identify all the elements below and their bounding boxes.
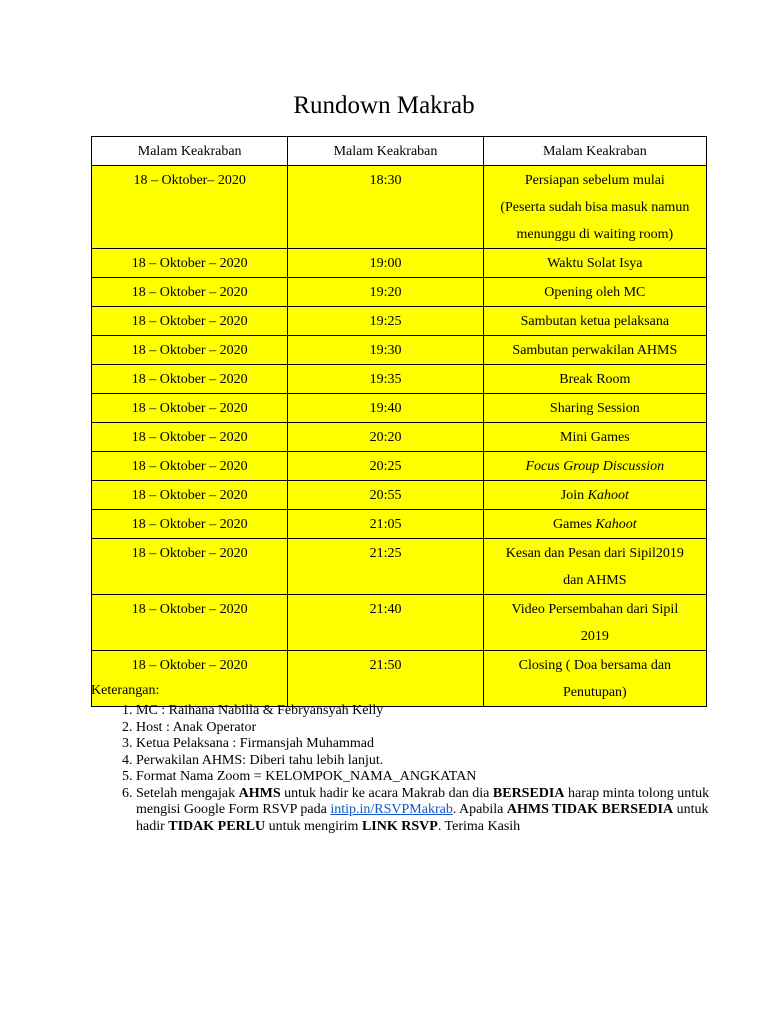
- event-line: [488, 250, 702, 277]
- event-cell: [483, 394, 706, 423]
- note-item: [136, 720, 736, 737]
- note-bold-text: BERSEDIA: [492, 785, 565, 801]
- header-cell-1: Malam Keakraban: [92, 137, 288, 166]
- event-line: 2019: [580, 629, 609, 644]
- time-cell: 20:55: [288, 481, 483, 510]
- note-item: [136, 786, 736, 836]
- event-text: Break Room: [559, 372, 631, 387]
- event-text: Sharing Session: [549, 401, 640, 416]
- date-cell: 18 – Oktober – 2020: [92, 278, 288, 307]
- event-cell: [483, 249, 706, 278]
- note-bold-text: TIDAK PERLU: [168, 818, 266, 834]
- event-cell: [483, 307, 706, 336]
- notes-list: [91, 703, 736, 835]
- header-cell-2: Malam Keakraban: [288, 137, 483, 166]
- date-cell: 18 – Oktober – 2020: [92, 481, 288, 510]
- date-cell: 18 – Oktober – 2020: [92, 249, 288, 278]
- event-text: Video Persembahan dari Sipil: [511, 602, 679, 617]
- note-text: untuk mengirim: [265, 818, 362, 834]
- table-row: [92, 452, 707, 481]
- table-row: [92, 539, 707, 595]
- note-text: harap minta tolong untuk mengisi Google Form RSVP pada: [136, 785, 710, 817]
- time-cell: 19:00: [288, 249, 483, 278]
- event-line: [488, 596, 702, 623]
- time-cell: 20:20: [288, 423, 483, 452]
- event-line: [488, 424, 702, 451]
- date-cell: 18 – Oktober – 2020: [92, 423, 288, 452]
- note-text: untuk hadir: [136, 802, 709, 834]
- time-cell: 21:25: [288, 539, 483, 595]
- event-line: dan AHMS: [563, 573, 627, 588]
- event-text: Games: [553, 517, 596, 532]
- table-row: [92, 481, 707, 510]
- time-cell: 19:20: [288, 278, 483, 307]
- note-text: Ketua Pelaksana : Firmansjah Muhammad: [136, 736, 374, 751]
- time-cell: 19:40: [288, 394, 483, 423]
- date-cell: 18 – Oktober – 2020: [92, 452, 288, 481]
- note-bold-text: AHMS: [238, 785, 281, 801]
- time-cell: 21:40: [288, 595, 483, 651]
- date-cell: 18 – Oktober– 2020: [92, 166, 288, 249]
- event-line: Penutupan): [562, 685, 627, 700]
- event-cell: [483, 423, 706, 452]
- note-bold-text: LINK RSVP: [361, 818, 438, 834]
- table-row: [92, 278, 707, 307]
- rundown-table-body: [92, 137, 707, 707]
- note-text: . Apabila: [452, 802, 507, 817]
- note-text: Perwakilan AHMS: Diberi tahu lebih lanjut.: [136, 752, 384, 768]
- event-line: [488, 366, 702, 393]
- note-item: [136, 703, 736, 720]
- time-cell: 21:50: [288, 651, 483, 707]
- event-cell: [483, 595, 706, 651]
- table-row: [92, 307, 707, 336]
- event-text: Mini Games: [560, 430, 630, 445]
- time-cell: 19:35: [288, 365, 483, 394]
- header-cell-3: Malam Keakraban: [483, 137, 706, 166]
- table-header-row: [92, 137, 707, 166]
- table-row: [92, 166, 707, 249]
- rsvp-link[interactable]: intip.in/RSVPMakrab: [330, 802, 453, 817]
- table-row: [92, 595, 707, 651]
- notes-label: Keterangan:: [91, 683, 160, 698]
- event-cell: [483, 481, 706, 510]
- event-text: Opening oleh MC: [544, 285, 646, 300]
- note-text: Host : Anak Operator: [136, 719, 257, 735]
- event-text: Focus Group Discussion: [525, 459, 665, 474]
- event-line: [488, 337, 702, 364]
- event-text: Sambutan ketua pelaksana: [520, 314, 670, 329]
- event-line: (Peserta sudah bisa masuk namun: [500, 200, 690, 215]
- table-row: [92, 249, 707, 278]
- table-row: [92, 423, 707, 452]
- event-text: Sambutan perwakilan AHMS: [512, 343, 678, 358]
- event-text: Join: [560, 488, 588, 503]
- table-row: [92, 336, 707, 365]
- event-text: Closing ( Doa bersama dan: [518, 658, 672, 673]
- event-cell: [483, 651, 706, 707]
- note-text: Setelah mengajak: [136, 785, 239, 801]
- time-cell: 19:30: [288, 336, 483, 365]
- note-text: . Terima Kasih: [437, 818, 521, 834]
- event-text: Kahoot: [587, 488, 629, 503]
- time-cell: 18:30: [288, 166, 483, 249]
- document-title: Rundown Makrab: [293, 92, 475, 119]
- table-row: [92, 394, 707, 423]
- event-text: Persiapan sebelum mulai: [524, 173, 665, 188]
- note-bold-text: AHMS TIDAK BERSEDIA: [506, 802, 674, 817]
- time-cell: 21:05: [288, 510, 483, 539]
- note-text: MC : Raihana Nabilla & Febryansyah Kelly: [136, 703, 384, 718]
- event-cell: [483, 336, 706, 365]
- table-row: [92, 510, 707, 539]
- date-cell: 18 – Oktober – 2020: [92, 510, 288, 539]
- event-text: Kahoot: [595, 517, 637, 532]
- event-line: [488, 540, 702, 567]
- rundown-table: [91, 136, 707, 707]
- event-line: [488, 395, 702, 422]
- date-cell: 18 – Oktober – 2020: [92, 651, 288, 707]
- event-cell: [483, 510, 706, 539]
- note-item: [136, 736, 736, 753]
- time-cell: 20:25: [288, 452, 483, 481]
- table-row: [92, 651, 707, 707]
- date-cell: 18 – Oktober – 2020: [92, 336, 288, 365]
- date-cell: 18 – Oktober – 2020: [92, 394, 288, 423]
- note-text: untuk hadir ke acara Makrab dan dia: [280, 785, 493, 801]
- date-cell: 18 – Oktober – 2020: [92, 539, 288, 595]
- event-line: [488, 482, 702, 509]
- time-cell: 19:25: [288, 307, 483, 336]
- table-row: [92, 365, 707, 394]
- event-text: Kesan dan Pesan dari Sipil2019: [505, 546, 684, 561]
- event-line: menunggu di waiting room): [516, 227, 674, 242]
- note-item: [136, 769, 736, 786]
- event-line: [488, 511, 702, 538]
- date-cell: 18 – Oktober – 2020: [92, 365, 288, 394]
- event-line: [488, 652, 702, 679]
- event-text: Waktu Solat Isya: [547, 256, 643, 271]
- event-cell: [483, 365, 706, 394]
- event-cell: [483, 452, 706, 481]
- event-cell: [483, 166, 706, 249]
- event-line: [488, 308, 702, 335]
- event-line: [488, 167, 702, 194]
- event-cell: [483, 278, 706, 307]
- note-item: [136, 753, 736, 770]
- note-text: Format Nama Zoom = KELOMPOK_NAMA_ANGKATAN: [136, 769, 477, 784]
- event-line: [488, 453, 702, 480]
- event-line: [488, 279, 702, 306]
- date-cell: 18 – Oktober – 2020: [92, 307, 288, 336]
- date-cell: 18 – Oktober – 2020: [92, 595, 288, 651]
- event-cell: [483, 539, 706, 595]
